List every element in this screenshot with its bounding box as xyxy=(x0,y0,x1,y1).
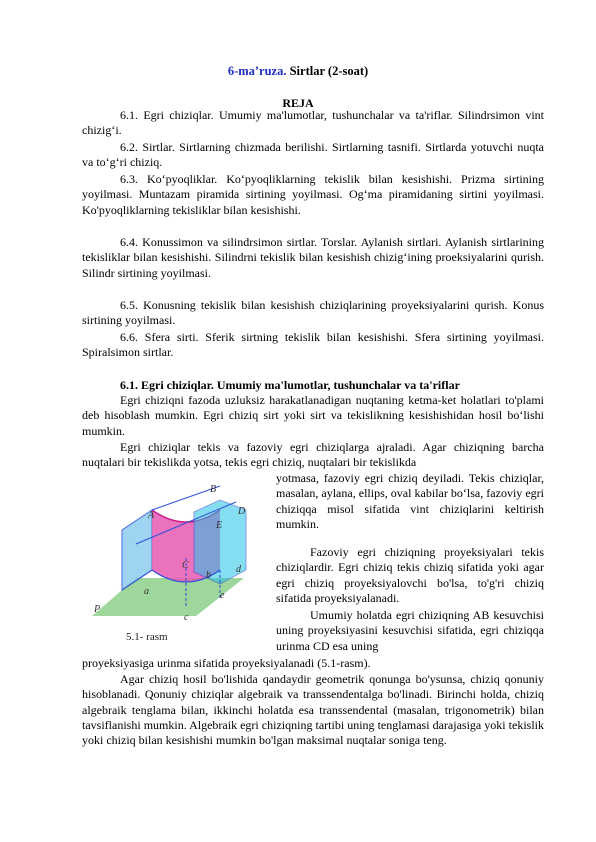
lecture-title xyxy=(0,64,596,79)
section-heading: 6.1. Egri chiziqlar. Umumiy ma'lumotlar, tushunchalar va ta'riflar xyxy=(120,378,460,392)
paragraph: Agar chiziq hosil bo'lishida qandaydir geometrik qonunga bo'ysunsa, chiziq qonuniy hisoblanadi. Qonuniy chiziqlar algebraik va transsendentalga bo'linadi. Birinchi holda, chiziq algebraik tenglama bilan, ikkinchi holatda esa transsendental (masalan, trigonometrik) bilan tavsiflanishi mumkin. Algebraik egri chiziqning tartibi uning tenglamasi darajasiga yoki tekislik yoki chiziq bilan kesishishi mumkin bo'lgan maksimal nuqtalar soniga teng. xyxy=(82,672,544,748)
plan-heading: REJA xyxy=(282,96,314,110)
label-b: b xyxy=(206,570,211,581)
figure-caption: 5.1- rasm xyxy=(126,631,168,643)
label-P: P xyxy=(94,604,101,615)
label-d: d xyxy=(236,564,241,575)
paragraph: Umumiy holatda egri chiziqning AB kesuvchisi uning proyeksiyasini kesuvchisi sifatida, egri chiziqqa urinma CD esa uning xyxy=(276,608,544,653)
plan-item: 6.1. Egri chiziqlar. Umumiy ma'lumotlar, tushunchalar va ta'riflar. Silindrsimon vint chizig‘i. xyxy=(82,108,544,138)
label-a: a xyxy=(144,586,149,597)
label-C: C xyxy=(182,560,189,571)
lecture-number: 6-ma’ruza. xyxy=(227,64,287,78)
paragraph: Egri chiziqni fazoda uzluksiz harakatlanadigan nuqtaning ketma-ket holatlari to'plami deb hisoblash mumkin. Egri chiziq sirt yoki sirt va tekislikning kesishishidan hosil bo‘lishi mumkin. xyxy=(82,393,544,438)
paragraph: Egri chiziqlar tekis va fazoviy egri chiziqlarga ajraladi. Agar chiziqning barcha nuqtalari bir tekislikda yotsa, tekis egri chiziq, nuqtalari bir tekislikda xyxy=(82,440,544,470)
label-c: c xyxy=(184,612,189,623)
lecture-topic: Sirtlar (2-soat) xyxy=(286,64,369,78)
label-B: B xyxy=(210,484,217,495)
plan-item: 6.5. Konusning tekislik bilan kesishish chiziqlarining proyeksiyalarini qurish. Konus sirtining yoyilmasi. xyxy=(82,298,544,328)
plan-item: 6.2. Sirtlar. Sirtlarning chizmada berilishi. Sirtlarning tasnifi. Sirtlarda yotuvchi nuqta va to‘g‘ri chiziq. xyxy=(82,140,544,170)
label-D: D xyxy=(238,506,246,517)
label-E: E xyxy=(216,520,223,531)
plan-item: 6.4. Konussimon va silindrsimon sirtlar. Torslar. Aylanish sirtlari. Aylanish sirtlarining tekisliklar bilan kesishishi. Silindrni tekislik bilan kesishish chizig‘ining proeksiyalarini qurish. Silindr sirtining yoyilmasi. xyxy=(82,235,544,280)
paragraph: yotmasa, fazoviy egri chiziq deyiladi. Tekis chiziqlar, masalan, aylana, ellips, oval kabilar bo‘lsa, fazoviy egri chiziqqa misol sifatida vint chiziqlarini keltirish mumkin. xyxy=(276,471,544,532)
figure-5-1 xyxy=(86,472,272,646)
label-e: e xyxy=(220,590,225,601)
plan-item: 6.6. Sfera sirti. Sferik sirtning tekislik bilan kesishishi. Sfera sirtining yoyilmasi. Spiralsimon sirtlar. xyxy=(82,330,544,360)
paragraph-continuation: proyeksiyasiga urinma sifatida proyeksiyalanadi (5.1-rasm). xyxy=(82,656,371,670)
plan-item: 6.3. Ko‘pyoqliklar. Ko‘pyoqliklarning tekislik bilan kesishishi. Prizma sirtining yoyilmasi. Muntazam piramida sirtining yoyilmasi. Og‘ma piramidaning sirtini yoyilmasi. Ko'pyoqliklarning tekisliklar bilan kesishishi. xyxy=(82,172,544,217)
label-A: A xyxy=(148,510,155,521)
paragraph: Fazoviy egri chiziqning proyeksiyalari tekis chiziqlardir. Egri chiziq tekis chiziq sifatida yoki agar egri chiziq proyeksiyalovchi bo'lsa, to'g'ri chiziq sifatida proyeksiyalanadi. xyxy=(276,545,544,606)
